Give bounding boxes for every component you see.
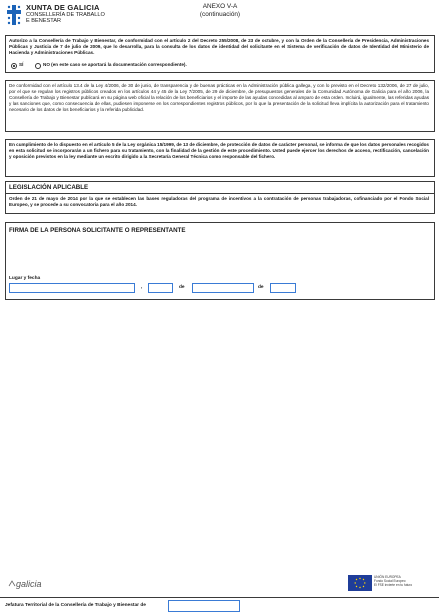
galicia-logo-icon [8, 580, 16, 588]
option-yes-label: SÍ [19, 62, 24, 67]
jefatura-field[interactable] [168, 600, 240, 612]
legislation-text: Orden de 21 de mayo de 2014 por la que se establecen las bases reguladoras del programa de incentivos a la contratación de personas trabajadoras, cofinanciado por el Fondo Social Europeo, y se procede a su convocatoria para el año 2014. [9, 196, 429, 207]
month-field[interactable] [192, 283, 254, 293]
eu-caption-line-3: El FSE invierte en tu futuro [374, 582, 413, 587]
anexo-heading [160, 3, 280, 19]
de-label-1: de [179, 285, 185, 290]
anexo-title: ANEXO V-A [202, 3, 238, 10]
logo-subtitle-line-1: CONSELLERÍA DE TRABALLO [26, 12, 105, 18]
eu-flag-icon [348, 575, 372, 591]
place-date-label: Lugar y fecha [9, 276, 41, 281]
eu-caption-line-1: UNIÓN EUROPEA [374, 575, 401, 579]
radio-no[interactable] [35, 63, 41, 69]
option-no-label: NO (en este caso se aportará la documentación correspondiente). [43, 62, 187, 67]
comma-separator: , [141, 285, 143, 290]
day-field[interactable] [148, 283, 173, 293]
place-field[interactable] [9, 283, 135, 293]
logo-subtitle [26, 12, 105, 24]
legislation-divider [5, 193, 435, 194]
logo-title: XUNTA DE GALICIA [26, 3, 100, 12]
logo-subtitle-line-2: E BENESTAR [26, 18, 62, 25]
footer-divider [0, 597, 439, 598]
galicia-wordmark: galicia [16, 579, 42, 589]
eu-caption [374, 576, 436, 587]
transparency-text: De conformidad con el artículo 13.4 de la Ley 4/2006, de 30 de junio, de transparencia y de buenas prácticas en la Administración pública gallega, y con lo previsto en el Decreto 132/2006, de 27 de julio, por el que se regulan los registros públicos creados en los artículos 44 y 45 de la Ley 7/2005, de 29 de diciembre, de presupuestos generales de la Comunidad Autónoma de Galicia para el año 2006, la Consellería de Trabajo y Bienestar publicará en su página web oficial la relación de los beneficiarios y el importe de las ayudas concedidas al amparo de esta orden. Incluirá, igualmente, las referidas ayudas y las sanciones que, como consecuencia de ellas, pudiesen imponerse en los correspondientes registros públicos, por lo que la presentación de la solicitud lleva implícita la autorización para el tratamiento necesario de los datos de los beneficiarios y la referida publicidad. [9, 83, 429, 112]
xunta-logo-icon [6, 4, 22, 26]
eu-caption-line-2: Fondo Social Europeo [374, 578, 406, 583]
legislation-heading: LEGISLACIÓN APLICABLE [9, 184, 89, 191]
year-field[interactable] [270, 283, 296, 293]
radio-yes[interactable] [11, 63, 17, 69]
jefatura-label: Jefatura Territorial de la Consellería de Trabajo y Bienestar de [5, 603, 146, 608]
signature-heading: FIRMA DE LA PERSONA SOLICITANTE O REPRESENTANTE [9, 227, 186, 234]
anexo-continuation: (continuación) [199, 11, 241, 18]
de-label-2: de [258, 285, 264, 290]
data-protection-text: En cumplimiento de lo dispuesto en el artículo 5 de la Ley orgánica 15/1999, de 13 de diciembre, de protección de datos de carácter personal, se informa de que los datos personales recogidos en esta solicitud se incorporarán a un fichero para su tratamiento, con la finalidad de la gestión de este procedimiento. Usted puede ejercer los derechos de acceso, rectificación, cancelación y oposición previstos en la ley mediante un escrito dirigido a la Secretaría General Técnica como responsable del fichero. [9, 142, 429, 159]
authorization-text: Autorizo a la Consellería de Trabajo y Bienestar, de conformidad con el artículo 2 del Decreto 255/2008, de 23 de octubre, y con la Orden de la Consellería de Presidencia, Administraciones Públicas y Justicia de 7 de julio de 2009, que lo desarrolla, para la consulta de los datos de identidad del solicitante en el Sistema de verificación de datos de Identidad del Ministerio de Hacienda y Administraciones Públicas. [9, 38, 429, 55]
